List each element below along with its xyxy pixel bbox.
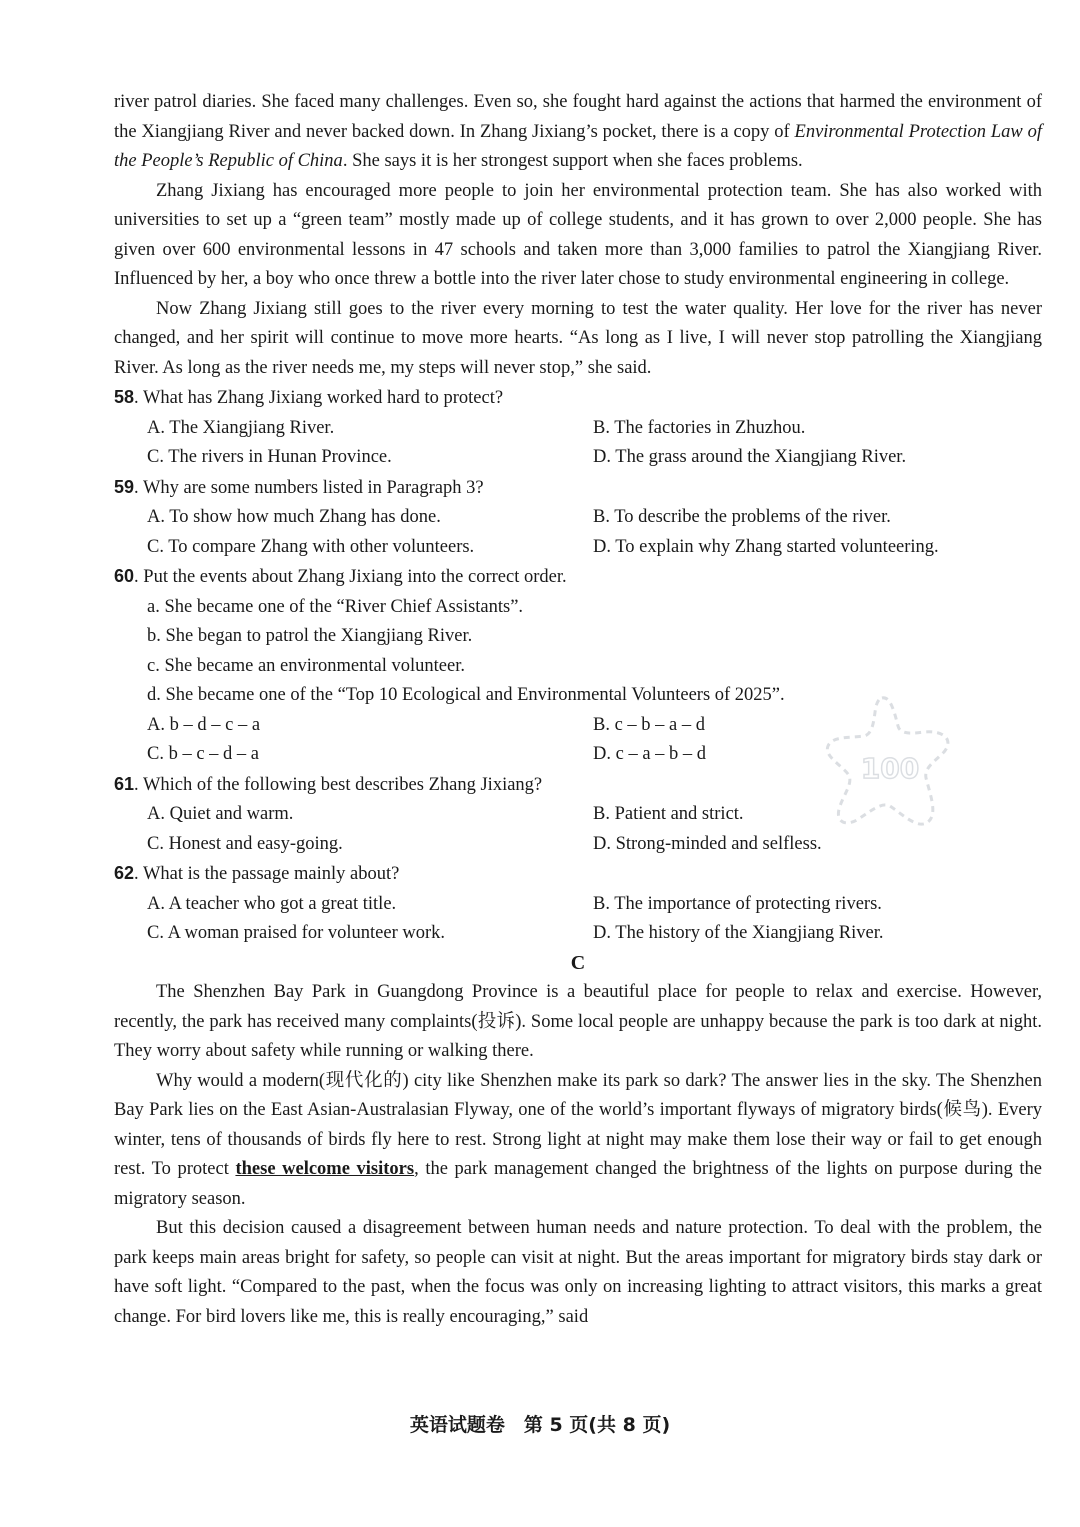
- option-d[interactable]: D. To explain why Zhang started volunteering.: [593, 536, 939, 557]
- law-title: Environmental Protection Law of the People’s Republic of China: [114, 121, 1042, 171]
- question-stem: . Put the events about Zhang Jixiang into the correct order.: [134, 567, 567, 587]
- passage-c-paragraph-3: But this decision caused a disagreement between human needs and nature protection. To deal with the problem, the park keeps main areas bright for safety, so people can visit at night. But the areas important for migratory birds stay dark or have soft light. “Compared to the past, when the focus was only on increasing lighting to attract visitors, this marks a great change. For bird lovers like me, this is really encouraging,” said: [114, 1218, 1042, 1327]
- question-number: 61: [114, 773, 135, 794]
- question-stem: . What is the passage mainly about?: [134, 864, 400, 884]
- paragraph-text: river patrol diaries. She faced many challenges. Even so, she fought hard against the actions that harmed the environment of the Xiangjiang River and never backed down. In Zhang Jixiang’s pocket, there is a copy of: [114, 92, 1042, 142]
- event-item: d. She became one of the “Top 10 Ecological and Environmental Volunteers of 2025”.: [147, 685, 785, 705]
- option-d[interactable]: D. c – a – b – d: [593, 744, 707, 764]
- underlined-phrase: these welcome visitors: [235, 1159, 415, 1179]
- option-c[interactable]: C. A woman praised for volunteer work.: [147, 923, 445, 943]
- question-stem: . Which of the following best describes Zhang Jixiang?: [134, 774, 543, 795]
- question-62: [114, 859, 1042, 949]
- passage-c-paragraph-1: The Shenzhen Bay Park in Guangdong Province is a beautiful place for people to relax and exercise. However, recently, the park has received many complaints(投诉). Some local people are unhappy because the park is too dark at night. They worry about safety while running or walking there.: [114, 982, 1042, 1061]
- option-a[interactable]: A. A teacher who got a great title.: [147, 893, 397, 914]
- question-59: [114, 473, 1042, 563]
- option-d[interactable]: D. Strong-minded and selfless.: [593, 833, 822, 854]
- paragraph-text: Why would a modern(现代化的) city like Shenzhen make its park so dark? The answer lies in the sky. The Shenzhen Bay Park lies on the East Asian-Australasian Flyway, one of the world’s important flyways of migratory birds(候鸟). Every winter, tens of thousands of birds fly here to rest. Strong light at night may make them lose their way or fail to get enough rest. To protect: [114, 1070, 1042, 1179]
- question-number: 60: [114, 566, 135, 586]
- option-d[interactable]: D. The grass around the Xiangjiang River.: [593, 447, 907, 467]
- star-watermark-icon: [820, 690, 960, 840]
- option-a[interactable]: A. b – d – c – a: [147, 714, 261, 735]
- event-item: c. She became an environmental volunteer.: [147, 655, 465, 676]
- passage-c-paragraph-2: [114, 1067, 1042, 1215]
- option-c[interactable]: C. b – c – d – a: [147, 744, 260, 764]
- option-b[interactable]: B. Patient and strict.: [593, 804, 744, 824]
- question-stem: . Why are some numbers listed in Paragraph 3?: [134, 477, 484, 498]
- paragraph-text: , the park management changed the brightness of the lights on purpose during the migratory season.: [114, 1159, 1042, 1209]
- option-b[interactable]: B. The factories in Zhuzhou.: [593, 417, 806, 438]
- event-item: a. She became one of the “River Chief Assistants”.: [147, 596, 524, 617]
- option-d[interactable]: D. The history of the Xiangjiang River.: [593, 923, 884, 943]
- paragraph-text: . She says it is her strongest support when she faces problems.: [342, 151, 803, 171]
- option-c[interactable]: C. Honest and easy-going.: [147, 833, 343, 854]
- question-number: 59: [114, 476, 135, 497]
- question-stem: . What has Zhang Jixiang worked hard to protect?: [134, 388, 504, 408]
- watermark-text: 100: [860, 752, 920, 785]
- option-c[interactable]: C. To compare Zhang with other volunteers.: [147, 536, 475, 557]
- option-c[interactable]: C. The rivers in Hunan Province.: [147, 447, 392, 467]
- passage-b-paragraph-3: Now Zhang Jixiang still goes to the river every morning to test the water quality. Her love for the river has never changed, and her spirit will continue to move more hearts. “As long as I live, I will never stop patrolling the Xiangjiang River. As long as the river needs me, my steps will never stop,” she said.: [114, 298, 1042, 378]
- option-a[interactable]: A. Quiet and warm.: [147, 804, 294, 824]
- question-number: 58: [114, 387, 135, 407]
- section-heading-c: C: [570, 951, 586, 974]
- question-number: 62: [114, 863, 135, 883]
- option-a[interactable]: A. To show how much Zhang has done.: [147, 507, 441, 527]
- page-footer: 英语试题卷 第 5 页(共 8 页): [409, 1414, 671, 1436]
- question-58: [114, 383, 1042, 473]
- option-b[interactable]: B. The importance of protecting rivers.: [593, 893, 882, 914]
- option-b[interactable]: B. To describe the problems of the river.: [593, 507, 891, 527]
- passage-b-paragraph-2: Zhang Jixiang has encouraged more people to join her environmental protection team. She has also worked with universities to set up a “green team” mostly made up of college students, and it has grown to over 2,000 people. She has given over 600 environmental lessons in 47 schools and taken more than 3,000 families to patrol the Xiangjiang River. Influenced by her, a boy who once threw a bottle into the river later chose to study environmental engineering in college.: [114, 180, 1042, 289]
- event-item: b. She began to patrol the Xiangjiang River.: [147, 626, 473, 646]
- passage-b-paragraph-1: [114, 88, 1042, 177]
- option-a[interactable]: A. The Xiangjiang River.: [147, 417, 335, 438]
- option-b[interactable]: B. c – b – a – d: [593, 714, 706, 735]
